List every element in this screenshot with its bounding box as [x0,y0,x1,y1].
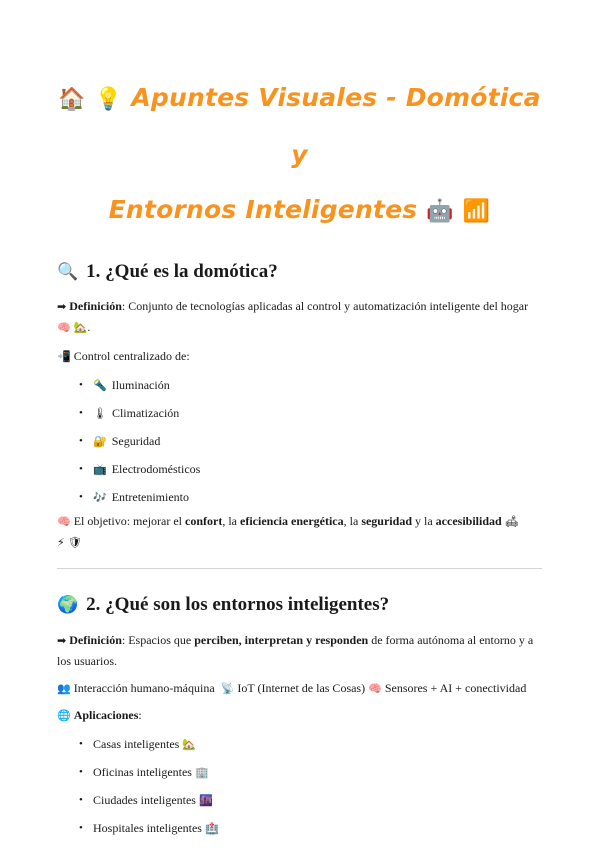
list-item [79,730,542,758]
title-line-1: Apuntes Visuales - Domótica y [131,83,541,169]
list-item [79,427,542,455]
applications-paragraph [57,705,542,726]
brain-icon: 🧠 [57,321,71,334]
television-icon: 📺 [93,463,107,476]
mobile-phone-icon: 📲 [57,350,71,363]
list-item-label: Casas inteligentes [93,737,180,751]
section-1-heading-text: 1. ¿Qué es la domótica? [86,261,278,282]
arrow-right-icon: ➡ [57,634,67,647]
title-line-2: Entornos Inteligentes [108,195,418,224]
list-item-label: Iluminación [111,378,170,392]
people-icon: 👥 [57,682,71,695]
house-garden-icon: 🏡 [73,321,88,334]
interaction-paragraph [57,678,542,699]
satellite-antenna-icon: 📡 [220,682,235,695]
list-item-label: Ciudades inteligentes [93,793,196,807]
thermometer-icon: 🌡 [93,407,107,420]
list-item-label: Hospitales inteligentes [93,821,202,835]
section-divider [57,568,542,569]
goal-text: El objetivo: mejorar el [73,514,186,528]
list-item-label: Electrodomésticos [111,462,201,476]
section-2-heading [57,594,542,616]
definition-keyword: perciben, interpretan y responden [194,633,369,647]
list-item [79,399,542,427]
section-domotica [57,261,542,553]
definition-end: . [87,320,91,334]
section-2-heading-text: 2. ¿Qué son los entornos inteligentes? [86,594,390,615]
goal-keyword: seguridad [361,514,412,528]
music-notes-icon: 🎶 [93,491,107,504]
list-item [79,814,542,842]
list-item [79,371,542,399]
lock-icon: 🔐 [93,435,107,448]
list-item-label: Entretenimiento [111,490,190,504]
definition-text: de forma autónoma al entorno y a los usuarios. [57,633,534,668]
list-item [79,483,542,511]
list-item [79,455,542,483]
arrow-right-icon: ➡ [57,300,67,313]
shield-icon: 🛡 [67,536,82,549]
section-1-heading [57,261,542,283]
goal-text: , la [343,514,362,528]
goal-text: y la [412,514,436,528]
list-item-label: Oficinas inteligentes [93,765,192,779]
lightbulb-icon: 💡 [94,87,123,112]
goal-keyword: confort [185,514,223,528]
flashlight-icon: 🔦 [93,379,107,392]
control-list [57,371,542,511]
robot-icon: 🤖 [426,199,454,224]
definition-label: Definición [69,299,122,313]
office-building-icon: 🏢 [194,766,209,779]
definition-paragraph [57,630,542,672]
definition-label: Definición [69,633,122,647]
magnifier-icon: 🔍 [57,262,79,282]
house-garden-icon: 🏡 [182,738,197,751]
definition-text: : Conjunto de tecnologías aplicadas al control y automatización inteligente del hogar [121,299,529,313]
hospital-icon: 🏥 [204,822,219,835]
list-item [79,758,542,786]
house-icon: 🏠 [58,87,86,112]
applications-suffix: : [138,708,142,722]
list-item-label: Climatización [111,406,180,420]
control-paragraph [57,346,542,367]
control-text: Control centralizado de: [73,349,190,363]
definition-text: : Espacios que [121,633,195,647]
page-title [57,0,542,239]
lightning-icon: ⚡ [57,536,65,549]
interaction-text: Interacción humano-máquina [73,681,215,695]
globe-meridians-icon: 🌐 [57,709,71,722]
goal-keyword: accesibilidad [435,514,502,528]
sensors-text: Sensores + AI + conectividad [384,681,527,695]
definition-paragraph [57,296,542,338]
goal-keyword: eficiencia energética [240,514,344,528]
section-entornos [57,594,542,842]
couch-icon: 🛋 [504,515,519,528]
list-item [79,786,542,814]
city-icon: 🌆 [198,794,213,807]
goal-paragraph [57,511,542,553]
globe-icon: 🌍 [57,595,79,615]
applications-label: Aplicaciones [73,708,139,722]
brain-icon: 🧠 [57,515,71,528]
applications-list [57,730,542,842]
goal-text: , la [222,514,241,528]
iot-text: IoT (Internet de las Cosas) [237,681,366,695]
list-item-label: Seguridad [111,434,161,448]
signal-bars-icon: 📶 [462,199,491,224]
brain-icon: 🧠 [368,682,382,695]
